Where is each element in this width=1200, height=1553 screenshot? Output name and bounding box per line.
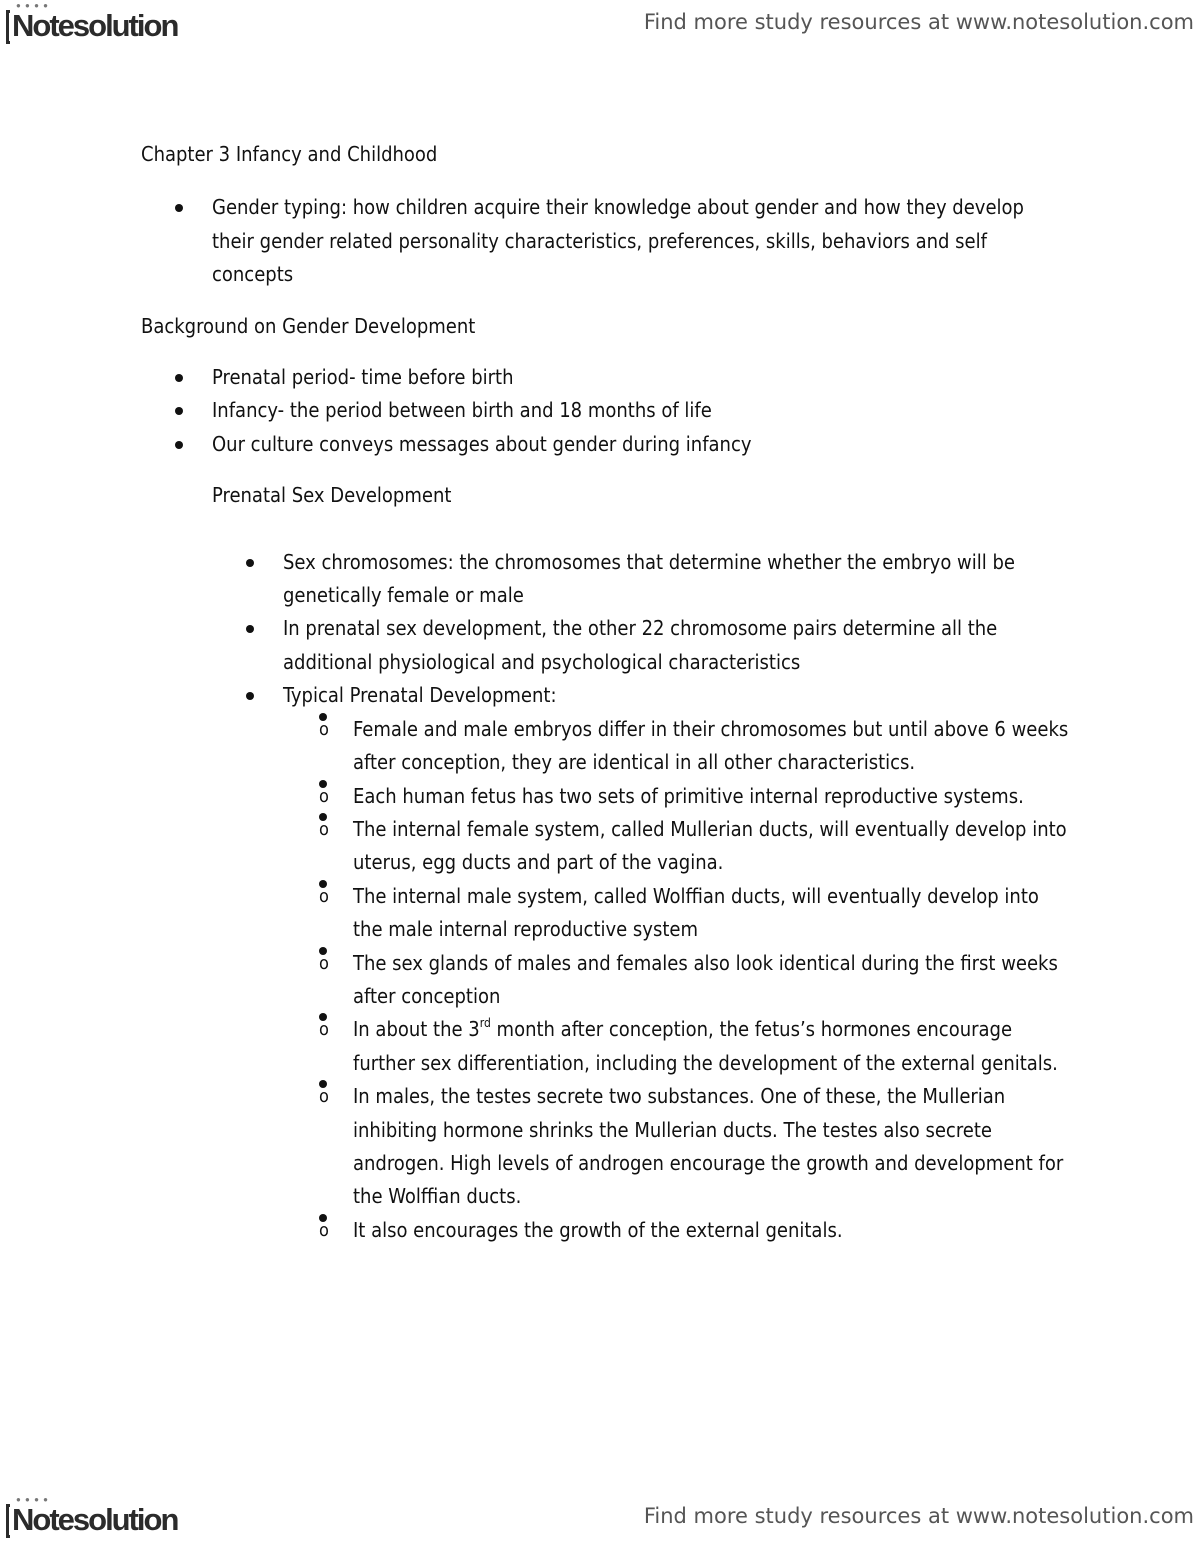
third-month-text-before: In about the 3: [353, 1017, 480, 1042]
study-resources-link[interactable]: Find more study resources at www.notesolution.com: [643, 1504, 1194, 1528]
intro-list: [212, 191, 1071, 291]
logo-dots-icon: ● ● ● ●: [16, 1, 49, 10]
logo-bracket-icon: [6, 1504, 10, 1538]
list-item: Infancy- the period between birth and 18 months of life: [212, 394, 1071, 427]
logo-dots-icon: ● ● ● ●: [16, 1495, 49, 1504]
chapter-title: Chapter 3 Infancy and Childhood: [141, 142, 438, 166]
logo-text: Notesolution: [12, 8, 178, 43]
list-item: Our culture conveys messages about gender during infancy: [212, 428, 1071, 461]
page-footer: [0, 1494, 1200, 1544]
list-item: o In males, the testes secrete two substances. One of these, the Mullerian inhibiting hormone shrinks the Mullerian ducts. The testes also secrete androgen. High levels of androgen encourage the growth and development for the Wolffian ducts.: [353, 1080, 1071, 1214]
subsection-list: [283, 546, 1071, 1248]
notesolution-logo[interactable]: [6, 1, 178, 46]
list-item: [353, 1013, 1071, 1080]
list-item: Prenatal period- time before birth: [212, 361, 1071, 394]
list-item: Gender typing: how children acquire their knowledge about gender and how they develop their gender related personality characteristics, preferences, skills, behaviors and self concepts: [212, 191, 1071, 291]
list-item: [283, 679, 1071, 1247]
list-item: o It also encourages the growth of the external genitals.: [353, 1214, 1071, 1247]
subsection-heading: Prenatal Sex Development: [212, 483, 452, 508]
typical-development-list: [353, 713, 1071, 1248]
section-heading: Background on Gender Development: [141, 313, 476, 338]
logo-text: Notesolution: [12, 1502, 178, 1537]
typical-development-label: Typical Prenatal Development:: [283, 683, 557, 708]
list-item: o The internal male system, called Wolffian ducts, will eventually develop into the male internal reproductive system: [353, 880, 1071, 947]
page-header: [0, 0, 1200, 50]
list-item: o Each human fetus has two sets of primitive internal reproductive systems.: [353, 780, 1071, 813]
list-item: o Female and male embryos differ in their chromosomes but until above 6 weeks after conception, they are identical in all other characteristics.: [353, 713, 1071, 780]
list-item: o The sex glands of males and females also look identical during the first weeks after conception: [353, 947, 1071, 1014]
notesolution-logo[interactable]: [6, 1495, 178, 1540]
third-month-superscript: rd: [479, 1016, 491, 1031]
third-month-text-after: month after conception, the fetus’s hormones encourage further sex differentiation, including the development of the external genitals.: [353, 1017, 1058, 1075]
document-body: [141, 138, 1071, 1247]
list-item: In prenatal sex development, the other 22 chromosome pairs determine all the additional physiological and psychological characteristics: [283, 612, 1071, 679]
list-item: Sex chromosomes: the chromosomes that determine whether the embryo will be genetically female or male: [283, 546, 1071, 613]
section-list: [212, 361, 1071, 461]
study-resources-link[interactable]: Find more study resources at www.notesolution.com: [643, 10, 1194, 34]
logo-bracket-icon: [6, 10, 10, 44]
list-item: o The internal female system, called Mullerian ducts, will eventually develop into uterus, egg ducts and part of the vagina.: [353, 813, 1071, 880]
